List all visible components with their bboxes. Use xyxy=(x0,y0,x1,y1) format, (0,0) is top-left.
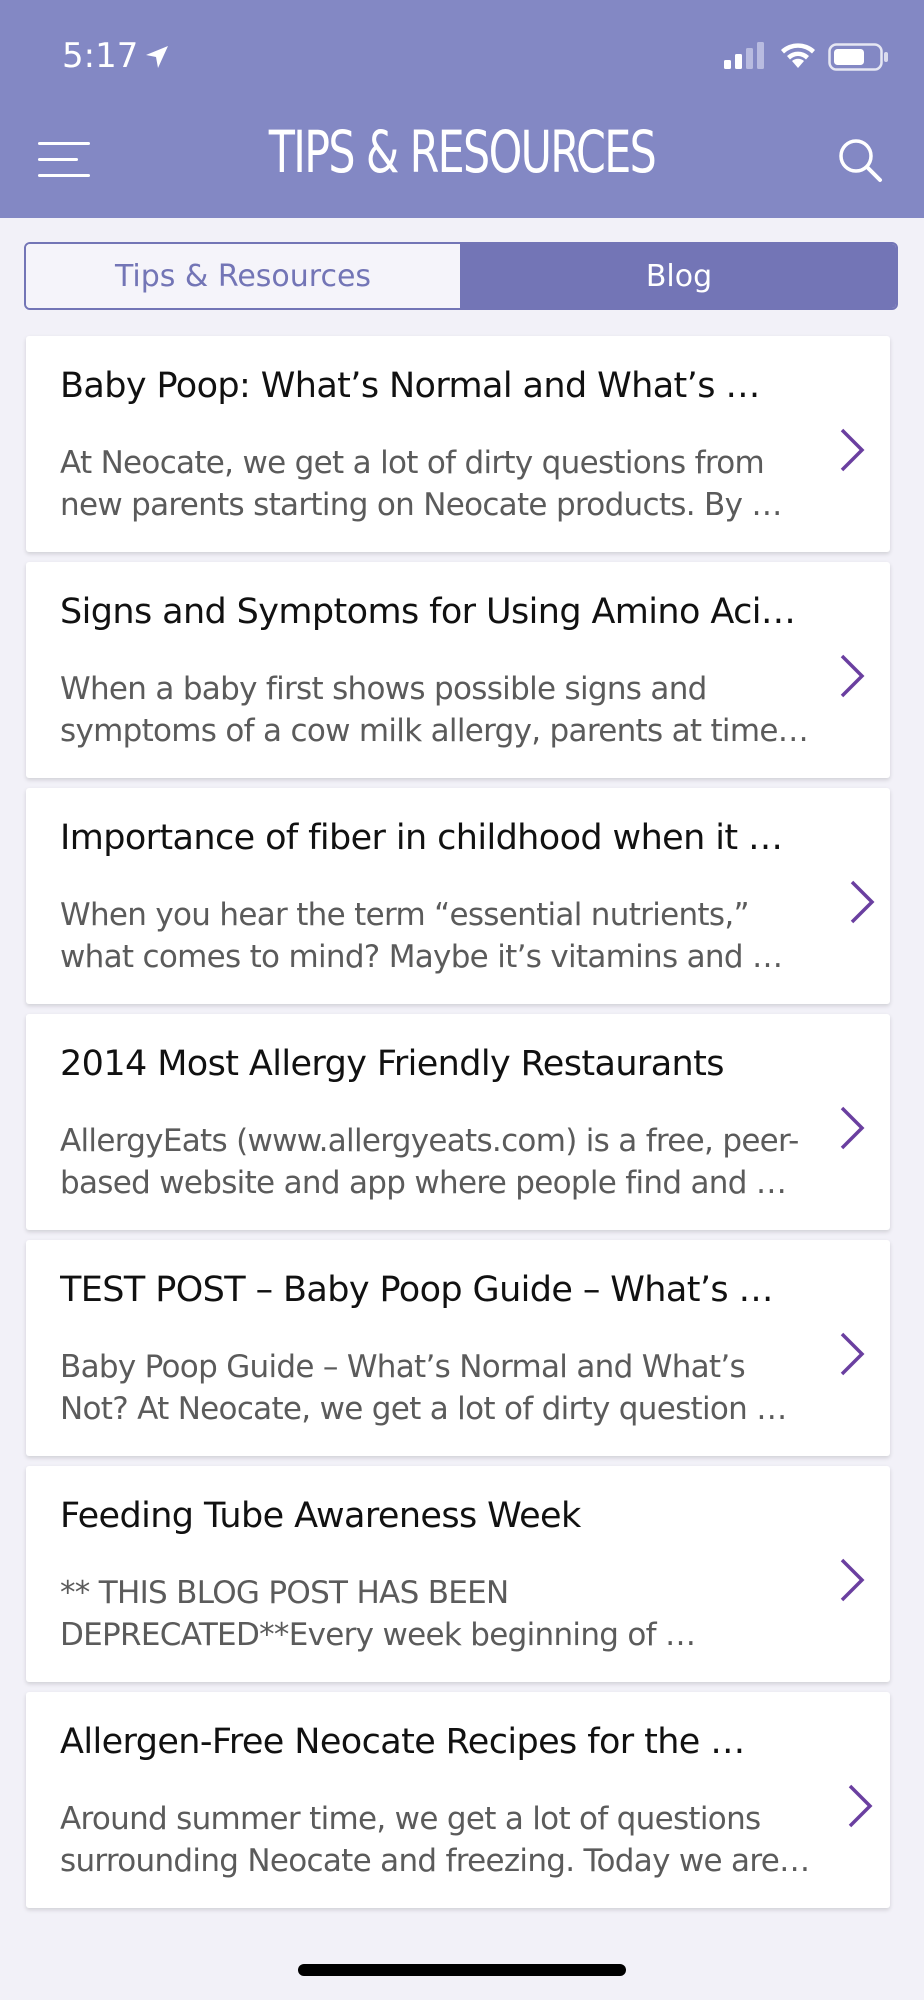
post-excerpt xyxy=(60,894,840,978)
post-excerpt xyxy=(60,1798,840,1882)
post-excerpt-line: When a baby first shows possible signs and xyxy=(60,671,707,707)
cellular-signal-icon xyxy=(722,40,768,70)
post-excerpt-line: new parents starting on Neocate products. By … xyxy=(60,487,782,523)
chevron-right-icon xyxy=(848,878,876,926)
chevron-right-icon xyxy=(838,1104,866,1152)
post-title: Signs and Symptoms for Using Amino Aci… xyxy=(60,592,796,632)
post-excerpt-line: Not? At Neocate, we get a lot of dirty question … xyxy=(60,1391,787,1427)
post-title: Baby Poop: What’s Normal and What’s … xyxy=(60,366,760,406)
location-arrow-icon xyxy=(144,44,170,70)
status-time: 5:17 xyxy=(62,36,139,76)
blog-post-card[interactable] xyxy=(26,562,890,778)
chevron-right-icon xyxy=(846,1782,874,1830)
chevron-right-icon xyxy=(838,1556,866,1604)
app-header xyxy=(0,0,924,218)
post-title: Importance of fiber in childhood when it … xyxy=(60,818,783,858)
post-excerpt-line: based website and app where people find and … xyxy=(60,1165,787,1201)
post-excerpt-line: When you hear the term “essential nutrients,” xyxy=(60,897,749,933)
post-title: Feeding Tube Awareness Week xyxy=(60,1496,581,1536)
segmented-control xyxy=(24,242,898,310)
post-excerpt-line: Baby Poop Guide – What’s Normal and What’s xyxy=(60,1349,745,1385)
post-excerpt xyxy=(60,1120,840,1204)
post-excerpt xyxy=(60,442,840,526)
hamburger-menu-icon[interactable] xyxy=(38,138,94,182)
blog-post-card[interactable] xyxy=(26,1014,890,1230)
search-icon[interactable] xyxy=(836,136,884,184)
post-title: TEST POST – Baby Poop Guide – What’s … xyxy=(60,1270,773,1310)
post-excerpt-line: ** THIS BLOG POST HAS BEEN xyxy=(60,1575,509,1611)
post-excerpt xyxy=(60,1572,840,1656)
post-excerpt-line: symptoms of a cow milk allergy, parents at time… xyxy=(60,713,809,749)
tab-tips-resources[interactable]: Tips & Resources xyxy=(26,244,462,308)
post-excerpt-line: what comes to mind? Maybe it’s vitamins and … xyxy=(60,939,783,975)
blog-post-card[interactable] xyxy=(26,788,890,1004)
post-title: 2014 Most Allergy Friendly Restaurants xyxy=(60,1044,724,1084)
blog-post-card[interactable] xyxy=(26,1692,890,1908)
post-excerpt-line: DEPRECATED**Every week beginning of … xyxy=(60,1617,696,1653)
tab-blog[interactable]: Blog xyxy=(462,244,896,308)
post-excerpt-line: AllergyEats (www.allergyeats.com) is a free, peer- xyxy=(60,1123,799,1159)
page-title: TIPS & RESOURCES xyxy=(268,118,656,186)
post-excerpt-line: surrounding Neocate and freezing. Today we are… xyxy=(60,1843,810,1879)
post-excerpt xyxy=(60,668,840,752)
chevron-right-icon xyxy=(838,426,866,474)
blog-post-card[interactable] xyxy=(26,1240,890,1456)
chevron-right-icon xyxy=(838,1330,866,1378)
post-title: Allergen-Free Neocate Recipes for the … xyxy=(60,1722,745,1762)
wifi-icon xyxy=(778,38,818,70)
post-excerpt xyxy=(60,1346,840,1430)
blog-post-card[interactable] xyxy=(26,336,890,552)
post-excerpt-line: Around summer time, we get a lot of questions xyxy=(60,1801,761,1837)
blog-post-card[interactable] xyxy=(26,1466,890,1682)
battery-icon xyxy=(828,42,890,72)
chevron-right-icon xyxy=(838,652,866,700)
post-excerpt-line: At Neocate, we get a lot of dirty questions from xyxy=(60,445,764,481)
home-indicator xyxy=(298,1964,626,1976)
